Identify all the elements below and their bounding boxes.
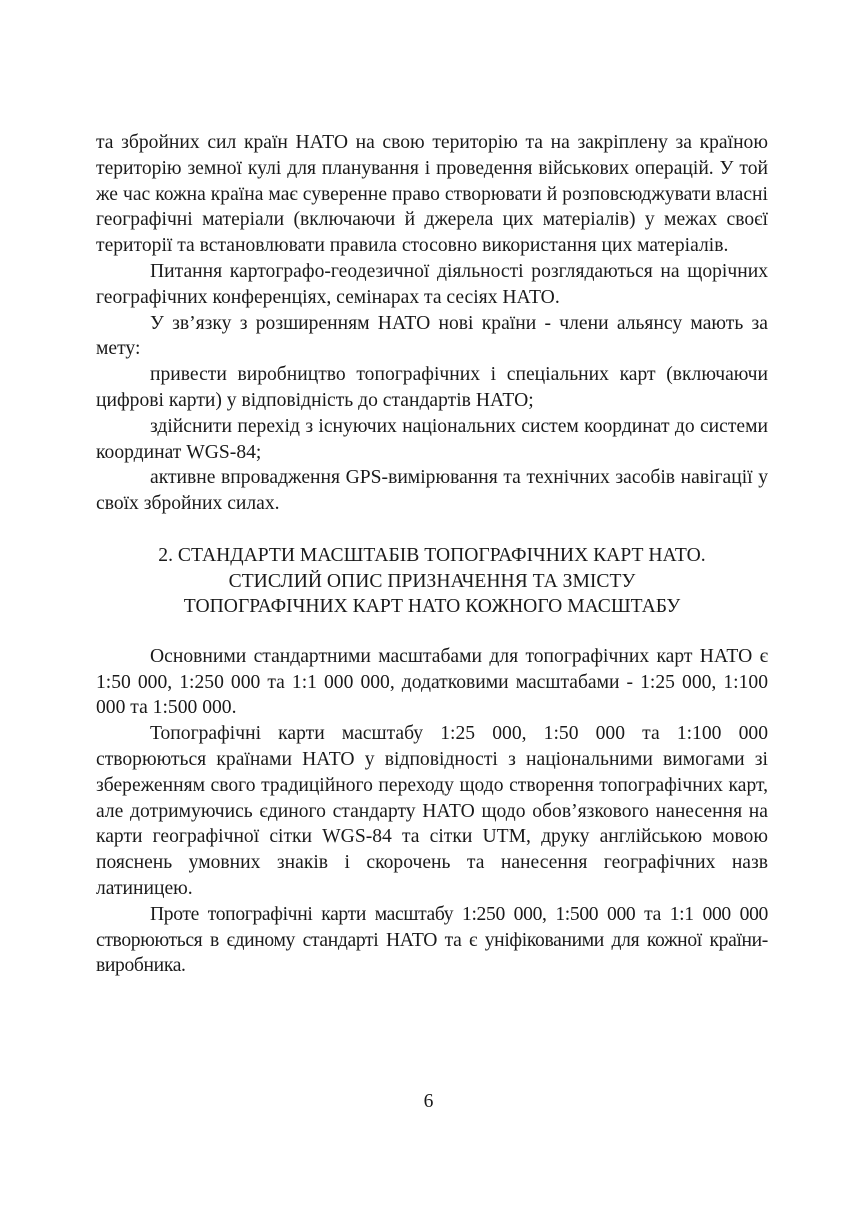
paragraph-standard-scales: Основними стандартними масштабами для топографічних карт НАТО є 1:50 000, 1:250 000 та 1:1 000 000, додатковими масштабами - 1:25 000, 1:100 000 та 1:500 000. — [96, 645, 768, 719]
paragraph-goal-coordinates: здійснити перехід з існуючих національних систем координат до системи координат WGS-84; — [96, 415, 768, 463]
paragraph-goal-gps: активне впровадження GPS-вимірювання та технічних засобів навігації у своїх збройних силах. — [96, 467, 768, 515]
paragraph-large-scale-maps: Топографічні карти масштабу 1:25 000, 1:50 000 та 1:100 000 створюються країнами НАТО у відповідності з національними вимогами зі збереженням свого традиційного переходу щодо створення топографічних карт, але дотримуючись єдиного стандарту НАТО щодо обов’язкового нанесення на карти географічної сітки WGS-84 та сітки UTM, друку англійською мовою пояснень умовних знаків і скорочень та нанесення географічних назв латиницею. — [96, 723, 768, 899]
page-number: 6 — [423, 1091, 434, 1112]
paragraph-small-scale-maps: Проте топографічні карти масштабу 1:250 000, 1:500 000 та 1:1 000 000 створюються в єдиному стандарті НАТО та є уніфікованими для кожної країни-виробника. — [96, 903, 768, 977]
paragraph-continuation: та збройних сил країн НАТО на свою територію та на закріплену за країною територію земної кулі для планування і проведення військових операцій. У той же час кожна країна має суверенне право створювати й розповсюджувати власні географічні матеріали (включаючи й джерела цих матеріалів) у межах своєї території та встановлювати правила стосовно використання цих матеріалів. — [96, 132, 768, 257]
section-heading — [96, 543, 768, 620]
paragraph-goal-production: привести виробництво топографічних і спеціальних карт (включаючи цифрові карти) у відповідність до стандартів НАТО; — [96, 364, 768, 411]
section-heading-line-2: СТИСЛИЙ ОПИС ПРИЗНАЧЕННЯ ТА ЗМІСТУ — [228, 570, 636, 592]
paragraph-cartographic-activity: Питання картографо-геодезичної діяльності розглядаються на щорічних географічних конференціях, семінарах та сесіях НАТО. — [96, 260, 768, 308]
section-heading-line-3: ТОПОГРАФІЧНИХ КАРТ НАТО КОЖНОГО МАСШТАБУ — [183, 596, 681, 618]
paragraph-new-members-goals: У зв’язку з розширенням НАТО нові країни - члени альянсу мають за мету: — [96, 312, 768, 360]
section-heading-line-1: 2. СТАНДАРТИ МАСШТАБІВ ТОПОГРАФІЧНИХ КАРТ НАТО. — [158, 544, 706, 566]
document-page — [96, 130, 768, 979]
